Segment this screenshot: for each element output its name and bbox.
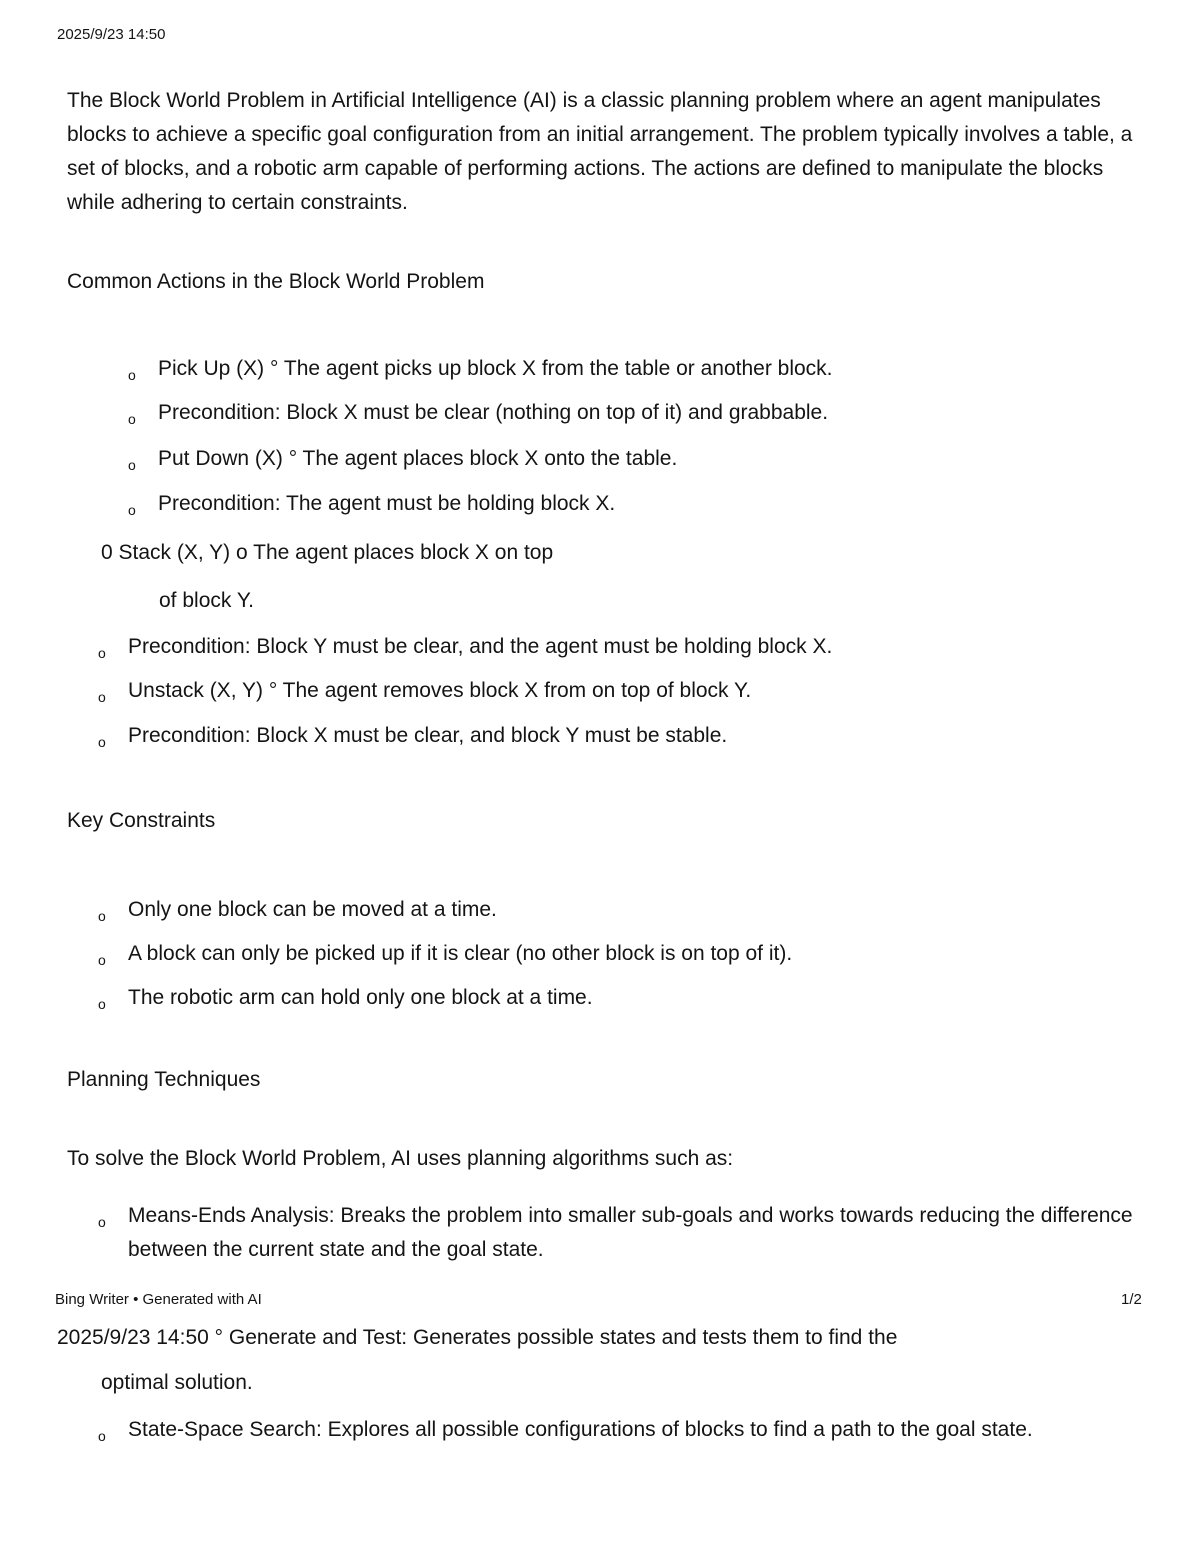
list-item-text: The robotic arm can hold only one block at a time.: [128, 986, 593, 1009]
bullet-icon: o: [98, 645, 106, 661]
list-item-text: Pick Up (X) ° The agent picks up block X from the table or another block.: [158, 357, 833, 380]
planning-heading: Planning Techniques: [67, 1068, 261, 1091]
bullet-icon: o: [128, 411, 136, 427]
list-item: [98, 1199, 1138, 1269]
bullet-icon: o: [128, 502, 136, 518]
list-item-text: A block can only be picked up if it is clear (no other block is on top of it).: [128, 942, 793, 965]
list-item-text: Unstack (X, Y) ° The agent removes block X from on top of block Y.: [128, 679, 752, 702]
continuation-line-2: optimal solution.: [101, 1371, 253, 1394]
list-item: [98, 1413, 1138, 1483]
bullet-icon: o: [98, 1214, 106, 1230]
list-item-text: Precondition: The agent must be holding block X.: [158, 492, 616, 515]
list-item-text: Precondition: Block X must be clear, and block Y must be stable.: [128, 724, 728, 747]
list-item-text: Put Down (X) ° The agent places block X onto the table.: [158, 447, 678, 470]
planning-intro: To solve the Block World Problem, AI uses planning algorithms such as:: [67, 1147, 734, 1170]
list-item-text: Precondition: Block X must be clear (nothing on top of it) and grabbable.: [158, 401, 829, 424]
continuation-line: 2025/9/23 14:50 ° Generate and Test: Generates possible states and tests them to find the: [57, 1326, 898, 1349]
bullet-icon: o: [98, 908, 106, 924]
footer-page-number: 1/2: [1121, 1291, 1142, 1308]
list-item-text: Precondition: Block Y must be clear, and the agent must be holding block X.: [128, 635, 833, 658]
bullet-icon: o: [98, 689, 106, 705]
bullet-icon: o: [98, 734, 106, 750]
footer-source: Bing Writer • Generated with AI: [55, 1291, 262, 1308]
bullet-icon: o: [98, 952, 106, 968]
bullet-icon: o: [98, 1428, 106, 1444]
intro-paragraph: The Block World Problem in Artificial Intelligence (AI) is a classic planning problem where an agent manipulates blocks to achieve a specific goal configuration from an initial arrangement. The problem typically involves a table, a set of blocks, and a robotic arm capable of performing actions. The actions are defined to manipulate the blocks while adhering to certain constraints.: [67, 89, 1133, 214]
stack-line-continued: of block Y.: [159, 589, 254, 612]
list-item-text: State-Space Search: Explores all possible configurations of blocks to find a path to the goal state.: [128, 1418, 1033, 1441]
constraints-heading: Key Constraints: [67, 809, 216, 832]
stack-line: 0 Stack (X, Y) o The agent places block X on top: [101, 541, 554, 564]
bullet-icon: o: [128, 367, 136, 383]
bullet-icon: o: [128, 457, 136, 473]
actions-heading: Common Actions in the Block World Problem: [67, 270, 485, 293]
list-item-text: Means-Ends Analysis: Breaks the problem into smaller sub-goals and works towards reducing the difference between the current state and the goal state.: [128, 1204, 1133, 1261]
header-timestamp: 2025/9/23 14:50: [57, 26, 166, 43]
bullet-icon: o: [98, 996, 106, 1012]
list-item-text: Only one block can be moved at a time.: [128, 898, 497, 921]
